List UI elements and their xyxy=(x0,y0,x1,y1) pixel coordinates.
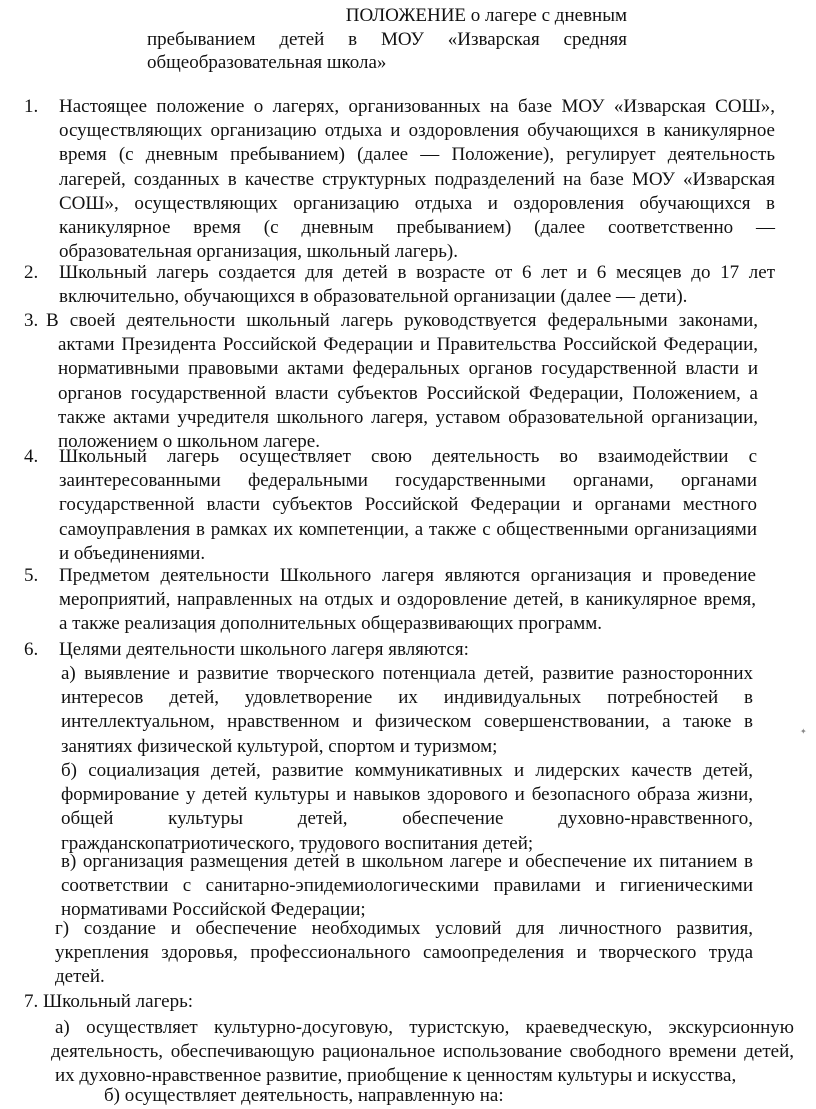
sub-a-line: занятиях физической культурой, спортом и туризмом; xyxy=(61,735,498,757)
item-7-text xyxy=(51,1016,794,1089)
title-line-2: пребыванием детей в МОУ «Изварская средняя xyxy=(147,28,627,50)
sub-d-line: г) создание и обеспечение необходимых условий для личностного развития, xyxy=(55,918,753,939)
scan-speck: ✦ xyxy=(800,727,807,736)
item-6-line: Целями деятельности школьного лагеря являются: xyxy=(59,639,469,660)
sub-c-line: нормативами Российской Федерации; xyxy=(61,899,366,921)
item-1-text xyxy=(59,95,775,264)
sub-b-line: гражданскопатриотического, трудового воспитания детей; xyxy=(61,832,534,854)
item-2-text xyxy=(59,261,775,309)
item-7-last: б) осуществляет деятельность, направленную на: xyxy=(104,1085,504,1106)
item-4-line: Школьный лагерь осуществляет свою деятельность во взаимодействии с xyxy=(59,446,757,467)
item-1-line: каникулярное время (с дневным пребыванием) (далее соответственно — xyxy=(59,217,775,239)
item-3-line: нормативными правовыми актами федеральных органов государственной власти и xyxy=(58,358,758,380)
sub-d-line: детей. xyxy=(55,966,105,988)
item-5-line: Предметом деятельности Школьного лагеря являются организация и проведение xyxy=(59,565,756,586)
item-4-text xyxy=(59,445,757,566)
item-1-number: 1. xyxy=(24,96,39,117)
item-6-sub-d xyxy=(55,917,753,990)
item-1-line: осуществляющих организацию отдыха и оздоровления обучающихся в каникулярное xyxy=(59,120,775,142)
sub-a-line: а) выявление и развитие творческого потенциала детей, развитие разносторонних xyxy=(61,663,753,684)
sub-d-line: укрепления здоровья, профессионального самоопределения и творческого труда xyxy=(55,942,753,964)
item-6-text xyxy=(59,638,756,662)
item-4-number: 4. xyxy=(24,446,39,467)
item-4-line: государственной власти субъектов Российской Федерации и органами местного xyxy=(59,494,757,516)
item-3-number: 3. xyxy=(24,310,39,331)
item-3-line: органов государственной власти субъектов Российской Федерации, Положением, а xyxy=(58,382,758,404)
item-5-text xyxy=(59,564,756,637)
item-5-line: мероприятий, направленных на отдых и оздоровление детей, в каникулярное время, xyxy=(59,589,756,611)
item-4-line: самоуправления в рамках их компетенции, а также с общественными организациями xyxy=(59,518,757,540)
item-7-line: их духовно-нравственное развитие, приобщение к ценностям культуры и искусства, xyxy=(55,1065,737,1087)
item-6-sub-c xyxy=(61,850,753,923)
item-5-number: 5. xyxy=(24,565,39,586)
document-title xyxy=(147,4,627,75)
title-line-3: общеобразовательная школа» xyxy=(147,52,387,73)
item-3-line: актами Президента Российской Федерации и Правительства Российской Федерации, xyxy=(58,334,758,356)
item-2-number: 2. xyxy=(24,262,39,283)
sub-a-line: интеллектуальном, нравственном и физическом совершенствовании, а таюке в xyxy=(61,711,753,733)
item-6-sub-b xyxy=(61,759,753,856)
item-7-sub-b xyxy=(104,1084,604,1108)
sub-b-line: б) социализация детей, развитие коммуникативных и лидерских качеств детей, xyxy=(61,760,753,781)
item-1-line: время (с дневным пребыванием) (далее — Положение), регулирует деятельность xyxy=(59,144,775,166)
item-1-line: СОШ», осуществляющих организацию отдыха и оздоровления обучающихся в xyxy=(59,192,775,214)
item-4-line: и объединениями. xyxy=(59,542,206,564)
item-7-line: а) осуществляет культурно-досуговую, туристскую, краеведческую, экскурсионную xyxy=(55,1017,794,1038)
sub-c-line: соответствии с санитарно-эпидемиологическими правилами и гигиеническими xyxy=(61,875,753,897)
item-7-head: 7. Школьный лагерь: xyxy=(24,991,194,1012)
sub-c-line: в) организация размещения детей в школьном лагере и обеспечение их питанием в xyxy=(61,851,753,872)
sub-b-line: общей культуры детей, обеспечение духовно-нравственного, xyxy=(61,808,753,830)
item-5-line: а также реализация дополнительных общеразвивающих программ. xyxy=(59,613,602,635)
item-1-line: Настоящее положение о лагерях, организованных на базе МОУ «Изварская СОШ», xyxy=(59,96,775,117)
item-4-line: заинтересованными федеральными государственными органами, органами xyxy=(59,470,757,492)
sub-b-line: формирование у детей культуры и навыков здорового и безопасного образа жизни, xyxy=(61,784,753,806)
item-1-line: лагерей, созданных в качестве структурных подразделений на базе МОУ «Изварская xyxy=(59,168,775,190)
item-2-line: включительно, обучающихся в образовательной организации (далее — дети). xyxy=(59,286,688,308)
item-3-line: В своей деятельности школьный лагерь руководствуется федеральными законами, xyxy=(46,310,758,331)
title-line-1: ПОЛОЖЕНИЕ о лагере с дневным xyxy=(345,5,627,26)
item-6-number: 6. xyxy=(24,639,39,660)
item-3-text xyxy=(46,309,758,454)
item-3-line: положением о школьном лагере. xyxy=(58,431,320,453)
item-6-sub-a xyxy=(61,662,753,759)
item-7-line: деятельность, обеспечивающую рациональное использование свободного времени детей, xyxy=(51,1041,794,1063)
item-2-line: Школьный лагерь создается для детей в возрасте от 6 лет и 6 месяцев до 17 лет xyxy=(59,262,775,283)
item-7-heading xyxy=(24,990,424,1014)
item-1-line: образовательная организация, школьный лагерь). xyxy=(59,241,458,263)
item-3-line: также актами учредителя школьного лагеря, уставом образовательной организации, xyxy=(58,406,758,428)
sub-a-line: интересов детей, удовлетворение их индивидуальных потребностей в xyxy=(61,687,753,709)
